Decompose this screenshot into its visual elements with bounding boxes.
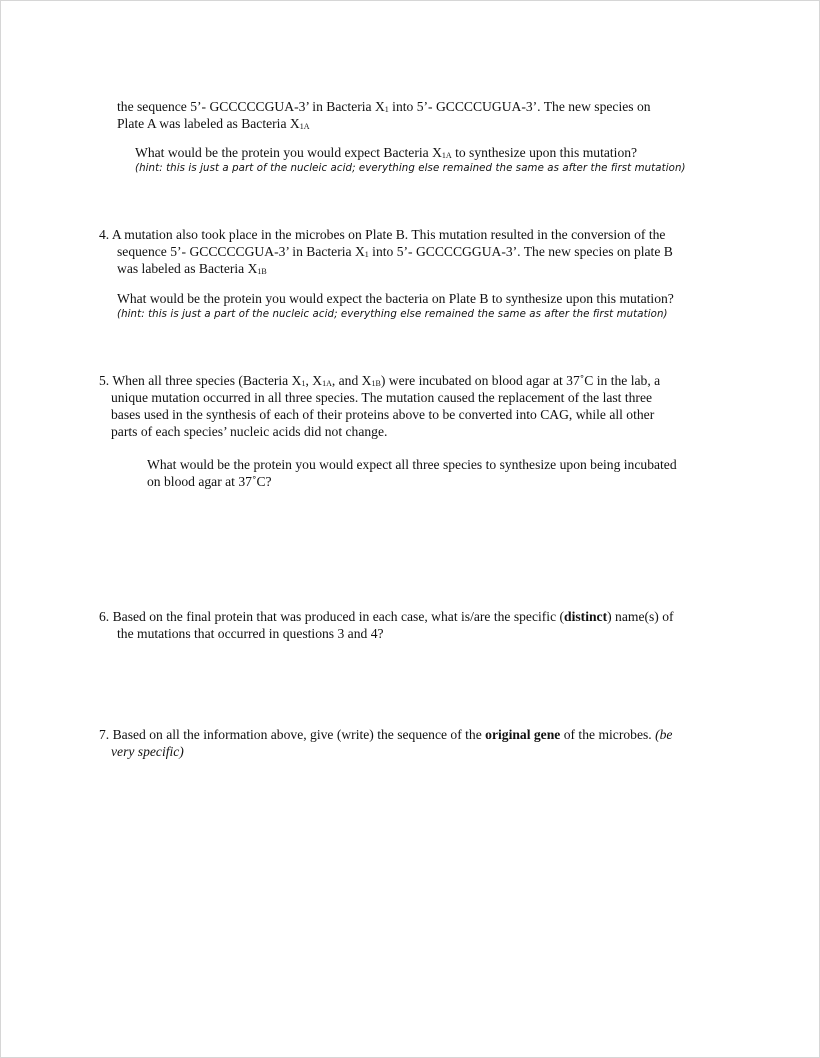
q7-line-1: 7. Based on all the information above, give (write) the sequence of the original gene of the microbes. (be [99, 727, 673, 742]
q5-question-line-1: What would be the protein you would expect all three species to synthesize upon being incubated [147, 457, 677, 472]
q4-question: What would be the protein you would expect the bacteria on Plate B to synthesize upon this mutation? [117, 291, 674, 306]
q4-hint: (hint: this is just a part of the nucleic acid; everything else remained the same as after the first mutation) [117, 309, 668, 320]
q5-line-3: bases used in the synthesis of each of their proteins above to be converted into CAG, while all other [111, 407, 655, 422]
question-5-prompt [147, 456, 677, 490]
q3-line-1: the sequence 5’- GCCCCCGUA-3’ in Bacteria $X_1$ into 5’- GCCCCUGUA-3’. The new species on [117, 99, 651, 114]
q3-line-2: Plate A was labeled as Bacteria $X_{1A}$ [117, 116, 310, 131]
question-3-prompt [135, 144, 686, 176]
q4-line-1: 4. A mutation also took place in the microbes on Plate B. This mutation resulted in the conversion of the [99, 227, 666, 242]
q6-line-1: 6. Based on the final protein that was produced in each case, what is/are the specific (distinct) name(s) of [99, 609, 674, 624]
q3-question: What would be the protein you would expect Bacteria $X_{1A}$ to synthesize upon this mutation? [135, 145, 638, 160]
q5-line-1: 5. When all three species (Bacteria $X_1$, $X_{1A}$, and $X_{1B}$) were incubated on blood agar at 37˚C in the lab, a [99, 373, 661, 388]
question-4 [99, 226, 673, 277]
question-4-prompt [117, 290, 674, 322]
q5-line-2: unique mutation occurred in all three species. The mutation caused the replacement of the last three [111, 390, 653, 405]
question-6 [99, 608, 674, 642]
q3-hint: (hint: this is just a part of the nucleic acid; everything else remained the same as after the first mutation) [135, 163, 686, 174]
q4-line-2: sequence 5’- GCCCCCGUA-3’ in Bacteria $X_1$ into 5’- GCCCCGGUA-3’. The new species on plate B [117, 244, 673, 259]
q4-line-3: was labeled as Bacteria $X_{1B}$ [117, 261, 267, 276]
question-3-continuation [117, 98, 651, 132]
question-7 [99, 726, 672, 760]
q7-line-2: very specific) [111, 744, 184, 759]
q5-line-4: parts of each species’ nucleic acids did not change. [111, 424, 388, 439]
question-5 [99, 372, 660, 440]
q6-line-2: the mutations that occurred in questions 3 and 4? [117, 626, 384, 641]
q5-question-line-2: on blood agar at 37˚C? [147, 474, 272, 489]
